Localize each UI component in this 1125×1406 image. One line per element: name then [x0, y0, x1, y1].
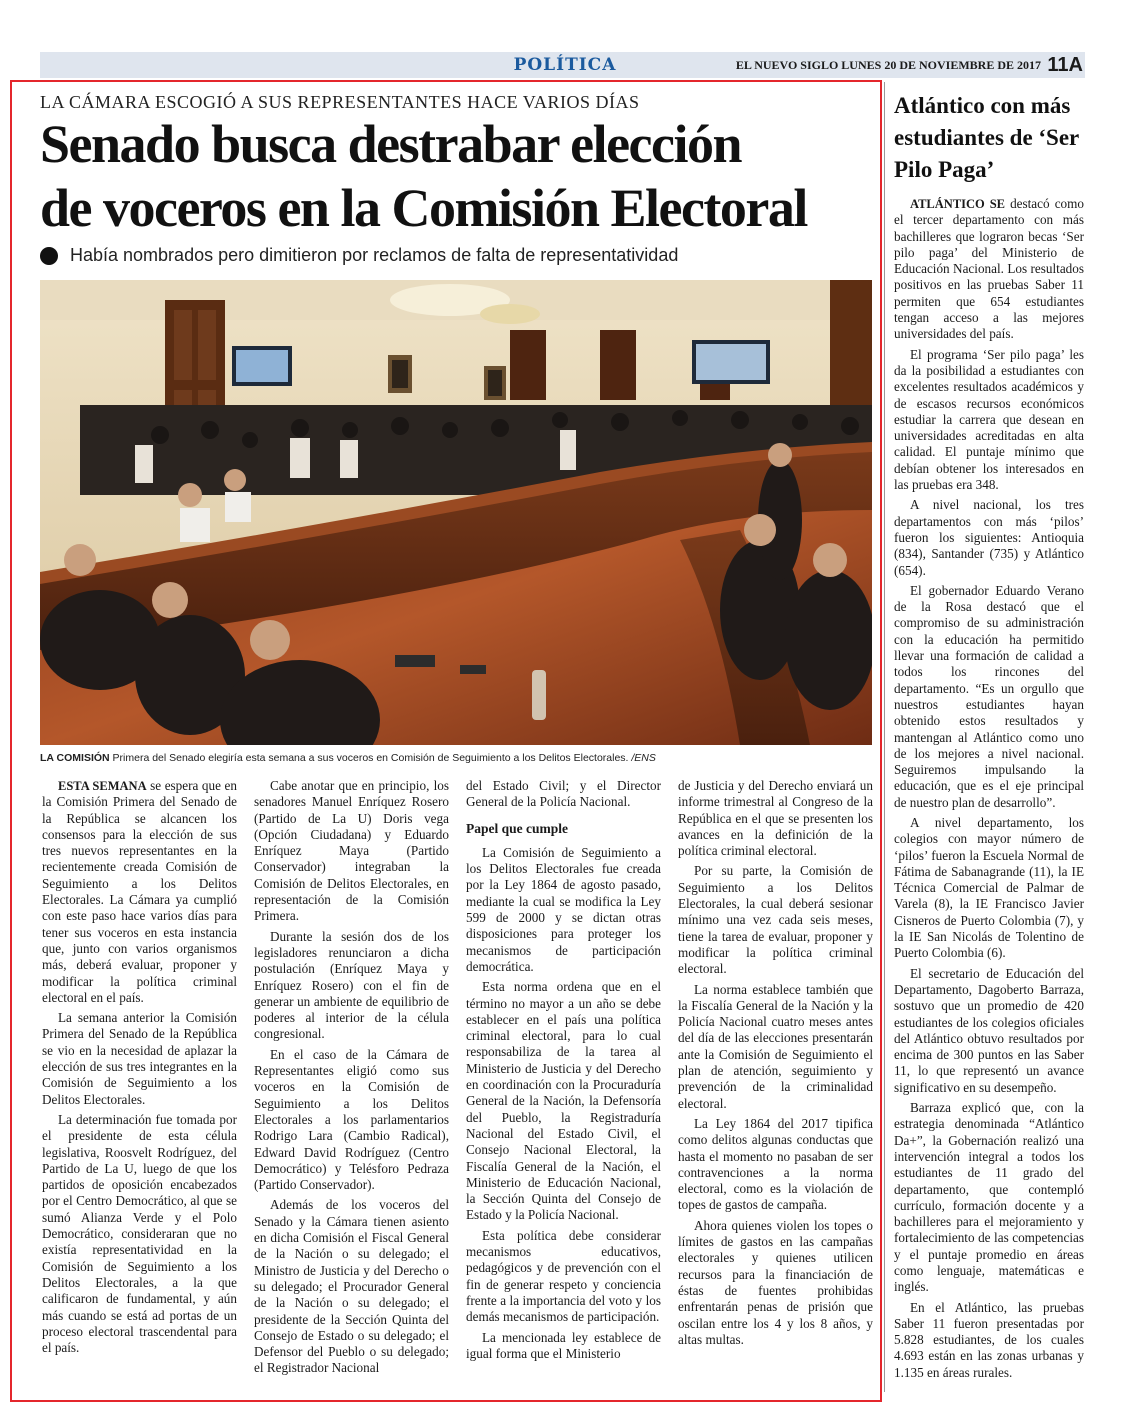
- article-column-3: [466, 778, 661, 1362]
- article-headline: [40, 112, 870, 240]
- page-number: 11A: [1047, 54, 1083, 76]
- sidebar-paragraph-2: El programa ‘Ser pilo paga’ les da la posibilidad a estudiantes con excelentes resultados académicos y de escasos recursos económicos estudiar la carrera que desean en universidades acreditadas en alta calidad. El puntaje mínimo que debían obtener los interesados en las pruebas era 348.: [894, 346, 1084, 493]
- col1-paragraph-2: La semana anterior la Comisión Primera del Senado de la República se vio en la necesidad de aplazar la elección de sus tres integrantes en la Comisión de Seguimiento a los Delitos Electorales.: [42, 1010, 237, 1107]
- subhead-text: Había nombrados pero dimitieron por reclamos de falta de representatividad: [70, 245, 679, 265]
- paper-date: EL NUEVO SIGLO LUNES 20 DE NOVIEMBRE DE 2017: [735, 58, 1041, 72]
- col2-paragraph-2: Durante la sesión dos de los legisladores renunciaron a dicha postulación (Enríquez Maya y Enríquez Rosero) con el fin de generar un ambiente de equilibrio de poderes al interior de la célula congresional.: [254, 928, 449, 1042]
- section-label: POLÍTICA: [513, 55, 617, 75]
- article-kicker: LA CÁMARA ESCOGIÓ A SUS REPRESENTANTES HACE VARIOS DÍAS: [40, 92, 640, 112]
- sidebar-paragraph-5: A nivel departamento, los colegios con mayor número de ‘pilos’ fueron la Escuela Normal de Fátima de Sabanagrande (11), la IE Técnica Comercial de Palmar de Varela (8), la IE Francisco Javier Cisneros de Puerto Colombia (7), y la IE San Nicolás de Tolentino de Puerto Colombia (6).: [894, 814, 1084, 961]
- sidebar-p1-text: destacó como el tercer departamento con más bachilleres que lograron becas ‘Ser pilo paga’ del Ministerio de Educación Nacional. Los resultados positivos en las pruebas Saber 11 permiten que 654 estudiantes tengan acceso a las mejores universidades del país.: [894, 196, 1084, 342]
- sidebar-body: [894, 196, 1084, 1381]
- col4-paragraph-0: de Justicia y del Derecho enviará un informe trimestral al Congreso de la República en el que se presenten los avances en la definición de la política criminal electoral.: [678, 778, 873, 859]
- caption-lead: LA COMISIÓN: [40, 752, 110, 764]
- article-column-4: [678, 778, 873, 1348]
- sidebar-paragraph-7: Barraza explicó que, con la estrategia denominada “Atlántico Da+”, la Gobernación realizó una intervención integral a todos los estudiantes de 11 grado del departamento, que contempló currículo, formación docente y a bachilleres para el mejoramiento y fortalecimiento de las competencias y el puntaje promedio en áreas como lenguaje, matemáticas e inglés.: [894, 1100, 1084, 1295]
- col4-paragraph-4: Ahora quienes violen los topes o límites de gastos en las campañas electorales y quienes utilicen recursos para la financiación de éstas de fuentes prohibidas enfrentarán penas de prisión que oscilan entre los 4 y los 8 años, y altas multas.: [678, 1217, 873, 1347]
- bullet-icon: [40, 247, 58, 265]
- col2-paragraph-1: Cabe anotar que en principio, los senadores Manuel Enríquez Rosero (Partido de La U) Doris vega (Opción Ciudadana) y Eduardo Enríquez Maya (Partido Conservador) integraban la Comisión de Delitos Electorales, en representación de la Comisión Primera.: [254, 778, 449, 924]
- sidebar-paragraph-4: El gobernador Eduardo Verano de la Rosa destacó que el compromiso de su administración con la educación ha permitido llevar una formación de calidad a todos los rincones del departamento. “Es un orgullo que nuestros estudiantes hayan obtenido estos resultados y mantengan al Atlántico como uno de los mejores a nivel nacional. Seguiremos impulsando la educación, que es el eje principal de nuestro plan de desarrollo”.: [894, 582, 1084, 810]
- col3-paragraph-1: La Comisión de Seguimiento a los Delitos Electorales fue creada por la Ley 1864 de agosto pasado, mediante la cual se modifica la Ley 599 de 2000 y se dictan otras disposiciones para proteger los mecanismos de participación democrática.: [466, 844, 661, 974]
- sidebar-paragraph-3: A nivel nacional, los tres departamentos con más ‘pilos’ fueron los siguientes: Antioquia (834), Santander (735) y Atlántico (654).: [894, 497, 1084, 578]
- sidebar-divider: [884, 82, 885, 1392]
- col3-paragraph-2: Esta norma ordena que en el término no mayor a un año se debe establecer en el país una política criminal electoral, para lo cual responsabiliza de la tarea al Ministerio de Justicia y del Derecho en coordinación con la Procuraduría General de la Nación, la Defensoría del Pueblo, la Registraduría Nacional del Estado Civil, el Consejo Nacional Electoral, la Fiscalía General de la Nación, el Ministerio de Educación Nacional, la Sección Quinta del Consejo de Estado y la Policía Nacional.: [466, 979, 661, 1223]
- col4-paragraph-3: La Ley 1864 del 2017 tipifica como delitos algunas conductas que hasta el momento no pasaban de ser contravenciones a la norma electoral, como es la violación de topes de gastos de campaña.: [678, 1115, 873, 1213]
- sidebar-paragraph-8: En el Atlántico, las pruebas Saber 11 fueron presentadas por 5.828 estudiantes, de los cuales 4.693 están en las zonas urbanas y 1.135 en áreas rurales.: [894, 1299, 1084, 1380]
- col4-paragraph-2: La norma establece también que la Fiscalía General de la Nación y la Policía Nacional cuatro meses antes del día de las elecciones presentarán ante la Comisión de Seguimiento el plan de atención, seguimiento y prevención de la criminalidad electoral.: [678, 981, 873, 1111]
- headline-line-1: Senado busca destrabar elección: [40, 114, 742, 174]
- article-column-1: [42, 778, 237, 1356]
- col1-paragraph-3: La determinación fue tomada por el presidente de esta célula legislativa, Roosvelt Rodríguez, del Partido de La U, luego de que los partidos de oposición encabezados por el Centro Democrático, al que se sumó Alianza Verde y el Polo Democrático, consideraran que no existía representatividad en la Comisión de Seguimiento a los Delitos Electorales, a la que calificaron de fundamental, y aún más cuando se está ad portas de un proceso electoral trascendental para el país.: [42, 1111, 237, 1356]
- sidebar-paragraph-1: [894, 196, 1084, 343]
- photo-caption: [40, 752, 872, 764]
- col2-paragraph-3: En el caso de la Cámara de Representantes eligió como sus voceros en la Comisión de Seguimiento a los Delitos Electorales a los parlamentarios Rodrigo Lara (Cambio Radical), Edward David Rodríguez (Centro Democrático) y Telésforo Pedraza (Partido Conservador).: [254, 1046, 449, 1193]
- sidebar-lead: ATLÁNTICO SE: [910, 197, 1005, 211]
- sidebar-paragraph-6: El secretario de Educación del Departamento, Dagoberto Barraza, sostuvo que un promedio de 420 estudiantes de los colegios oficiales del Atlántico obtuvo resultados por encima de 300 puntos en las Saber 11, lo que representó un avance significativo en su desempeño.: [894, 965, 1084, 1095]
- article-column-2: [254, 778, 449, 1377]
- col1-paragraph-1: [42, 778, 237, 1006]
- article-subhead: [40, 245, 678, 266]
- caption-text: Primera del Senado elegiría esta semana a sus voceros en Comisión de Seguimiento a los Delitos Electorales.: [109, 752, 632, 764]
- col4-paragraph-1: Por su parte, la Comisión de Seguimiento a los Delitos Electorales, la cual deberá sesionar mínimo una vez cada seis meses, tiene la tarea de evaluar, proponer y modificar la política criminal electoral.: [678, 863, 873, 977]
- col3-paragraph-4: La mencionada ley establece de igual forma que el Ministerio: [466, 1329, 661, 1361]
- headline-line-2: de voceros en la Comisión Electoral: [40, 178, 807, 238]
- col1-lead: ESTA SEMANA: [58, 779, 147, 793]
- caption-credit: /ENS: [631, 752, 656, 764]
- col1-p1-text: se espera que en la Comisión Primera del Senado de la República se alcancen los consensos para la elección de sus tres nuevos representantes en la recientemente creada Comisión de Seguimiento a los Delitos Electorales. La Cámara ya cumplió con este paso hace varios días para tener sus voceros en esta instancia que, junto con varios organismos más, deberá evaluar, proponer y modificar la política criminal electoral en el país.: [42, 778, 237, 1005]
- col3-subheading: Papel que cumple: [466, 820, 569, 836]
- senate-session-photo: [40, 280, 872, 745]
- col3-paragraph-0: del Estado Civil; y el Director General de la Policía Nacional.: [466, 778, 661, 810]
- sidebar-title: Atlántico con más estudiantes de ‘Ser Pilo Paga’: [894, 93, 1079, 182]
- col3-paragraph-3: Esta política debe considerar mecanismos educativos, pedagógicos y de prevención con el fin de generar respeto y conciencia frente a la importancia del voto y los demás mecanismos de participación.: [466, 1227, 661, 1325]
- col2-paragraph-4: Además de los voceros del Senado y la Cámara tienen asiento en dicha Comisión el Fiscal General de la Nación o su delegado; el Ministro de Justicia y del Derecho o su delegado; el Procurador General de la Nación o su delegado; el presidente de la Sección Quinta del Consejo de Estado o su delegado; el Defensor del Pueblo o su delegado; el Registrador Nacional: [254, 1197, 449, 1376]
